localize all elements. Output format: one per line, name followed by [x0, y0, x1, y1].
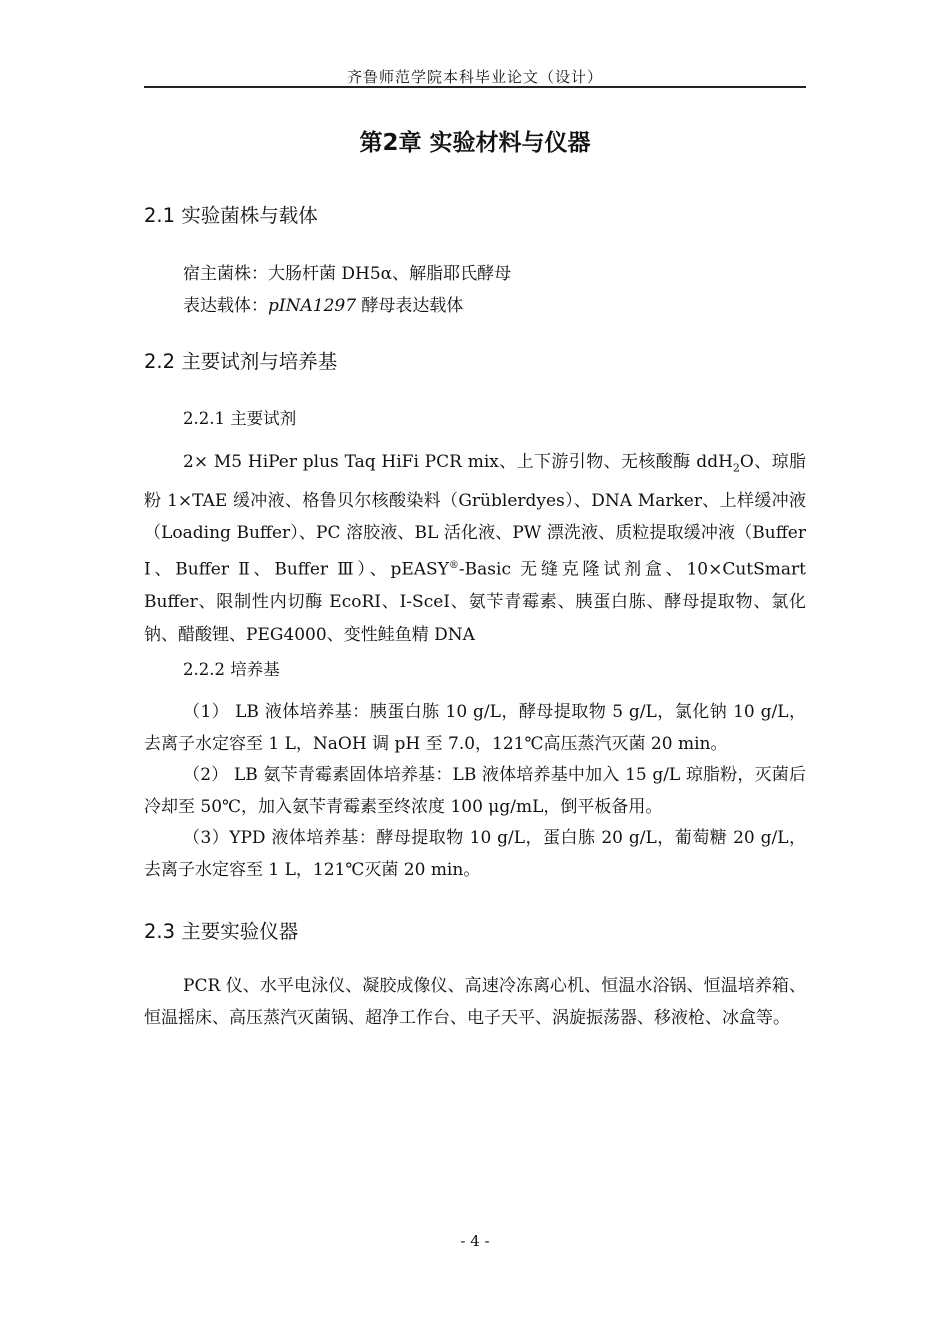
vector-description: 酵母表达载体	[356, 296, 464, 316]
instruments-paragraph: PCR 仪、水平电泳仪、凝胶成像仪、高速冷冻离心机、恒温水浴锅、恒温培养箱、恒温摇床、高压蒸汽灭菌锅、超净工作台、电子天平、涡旋振荡器、移液枪、冰盒等。	[144, 976, 806, 1028]
registered-mark: ®	[448, 559, 459, 571]
host-strain-line	[183, 259, 511, 284]
section-2-3-title: 2.3 主要实验仪器	[144, 920, 299, 943]
reagents-paragraph	[144, 446, 806, 651]
reagents-text-1: 2× M5 HiPer plus Taq HiFi PCR mix、上下游引物、无核酸酶 ddH	[183, 452, 733, 472]
host-strain-value: 大肠杆菌 DH5α、解脂耶氏酵母	[268, 264, 512, 284]
running-header: 齐鲁师范学院本科毕业论文（设计）	[346, 68, 603, 86]
expression-vector-label: 表达载体：	[183, 296, 268, 316]
media-item-3: （3）YPD 液体培养基：酵母提取物 10 g/L，蛋白胨 20 g/L，葡萄糖 20 g/L，去离子水定容至 1 L，121℃灭菌 20 min。	[144, 828, 806, 880]
subsection-2-2-2-title: 2.2.2 培养基	[183, 660, 280, 679]
section-2-1-title: 2.1 实验菌株与载体	[144, 204, 318, 227]
section-2-2-title: 2.2 主要试剂与培养基	[144, 350, 338, 373]
subscript-2: 2	[732, 461, 740, 475]
reagents-text-2: O、琼脂粉 1×TAE 缓冲液、格鲁贝尔核酸染料（Grüblerdyes）、DNA Marker、上样缓冲液（Loading Buffer）、PC 溶胶液、BL 活化液、PW 漂洗液、质粒提取缓冲液（Buffer Ⅰ、Buffer Ⅱ、Buffer Ⅲ）、pEASY	[144, 452, 807, 580]
host-strain-label: 宿主菌株：	[183, 264, 268, 284]
media-item-2: （2） LB 氨苄青霉素固体培养基：LB 液体培养基中加入 15 g/L 琼脂粉，灭菌后冷却至 50℃，加入氨苄青霉素至终浓度 100 μg/mL，倒平板备用。	[144, 765, 806, 817]
chapter-title: 第2章 实验材料与仪器	[359, 130, 591, 156]
media-item-1: （1） LB 液体培养基：胰蛋白胨 10 g/L，酵母提取物 5 g/L，氯化钠 10 g/L，去离子水定容至 1 L，NaOH 调 pH 至 7.0，121℃高压蒸汽灭菌 20 min。	[144, 702, 806, 754]
page-number: - 4 -	[460, 1232, 490, 1250]
reagents-text-3: -Basic 无缝克隆试剂盒、10×CutSmart Buffer、限制性内切酶 EcoRI、I-SceI、氨苄青霉素、胰蛋白胨、酵母提取物、氯化钠、醋酸锂、PEG4000、变性鲑鱼精 DNA	[144, 559, 806, 645]
vector-name: pINA1297	[268, 296, 357, 316]
header-rule	[144, 86, 806, 88]
subsection-2-2-1-title: 2.2.1 主要试剂	[183, 409, 297, 428]
expression-vector-line	[183, 291, 463, 316]
